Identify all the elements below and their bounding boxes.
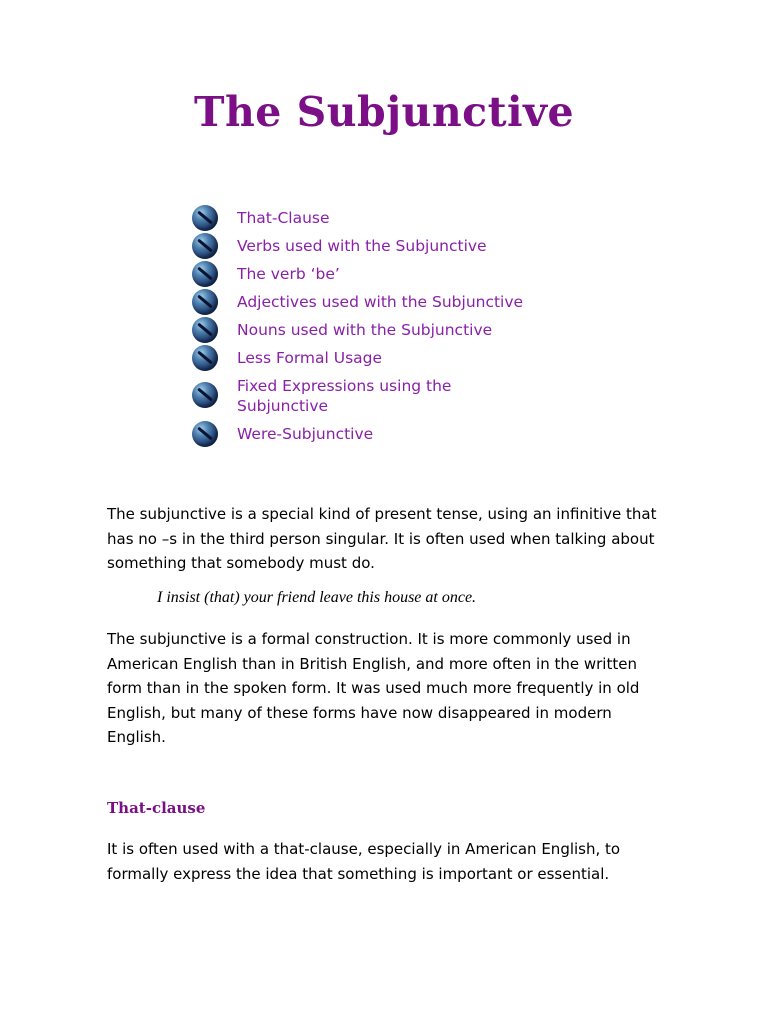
toc-item-were-subjunctive[interactable] bbox=[192, 420, 612, 448]
toc-link-label[interactable]: Were-Subjunctive bbox=[237, 425, 374, 443]
toc-item-less-formal[interactable] bbox=[192, 344, 612, 372]
toc-link-label[interactable]: Verbs used with the Subjunctive bbox=[237, 237, 487, 255]
toc-link-label[interactable]: That-Clause bbox=[237, 209, 330, 227]
toc-link-label[interactable]: Nouns used with the Subjunctive bbox=[237, 321, 493, 339]
toc-item-that-clause[interactable] bbox=[192, 204, 612, 232]
second-paragraph: The subjunctive is a formal construction. It is more commonly used in American English than in British English, and more often in the written form than in the spoken form. It was used much more frequently in old English, but many of these forms have now disappeared in modern English. bbox=[107, 630, 640, 746]
toc-link-label[interactable]: Fixed Expressions using the Subjunctive bbox=[237, 377, 452, 415]
toc-item-adjectives[interactable] bbox=[192, 288, 612, 316]
toc-item-nouns[interactable] bbox=[192, 316, 612, 344]
globe-bullet-icon bbox=[192, 382, 218, 408]
intro-paragraph: The subjunctive is a special kind of present tense, using an infinitive that has no –s in the third person singular. It is often used when talking about something that somebody must do. bbox=[107, 505, 657, 572]
page-title: The Subjunctive bbox=[193, 88, 575, 136]
toc-item-verb-be[interactable] bbox=[192, 260, 612, 288]
toc-item-fixed-expressions[interactable] bbox=[192, 372, 612, 420]
table-of-contents bbox=[192, 204, 612, 448]
globe-bullet-icon bbox=[192, 233, 218, 259]
toc-link-label[interactable]: Adjectives used with the Subjunctive bbox=[237, 293, 524, 311]
section-heading-that-clause: That-clause bbox=[107, 799, 206, 817]
example-sentence: I insist (that) your friend leave this house at once. bbox=[157, 589, 477, 606]
globe-bullet-icon bbox=[192, 345, 218, 371]
that-clause-paragraph: It is often used with a that-clause, especially in American English, to formally express the idea that something is important or essential. bbox=[107, 840, 621, 883]
globe-bullet-icon bbox=[192, 317, 218, 343]
globe-bullet-icon bbox=[192, 421, 218, 447]
toc-item-verbs[interactable] bbox=[192, 232, 612, 260]
globe-bullet-icon bbox=[192, 261, 218, 287]
toc-link-label[interactable]: The verb ‘be’ bbox=[237, 265, 340, 283]
globe-bullet-icon bbox=[192, 289, 218, 315]
toc-link-label[interactable]: Less Formal Usage bbox=[237, 349, 383, 367]
globe-bullet-icon bbox=[192, 205, 218, 231]
